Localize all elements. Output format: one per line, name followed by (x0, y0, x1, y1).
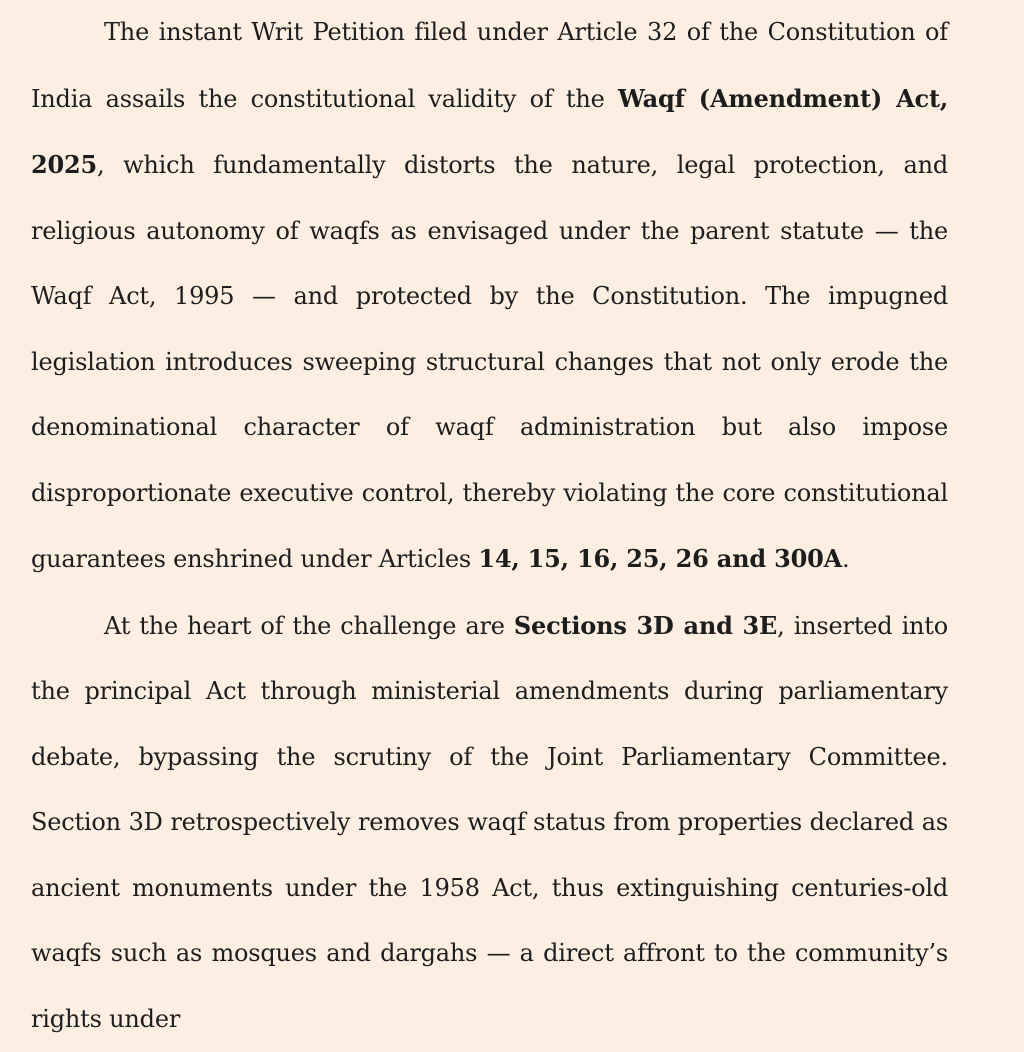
bold-articles-list: 14, 15, 16, 25, 26 and 300A (478, 544, 842, 573)
bold-act-title: Waqf (Amendment) Act, 2025 (31, 84, 948, 180)
paragraph-text: . (842, 545, 849, 573)
paragraph-text: The instant Writ Petition filed under Article 32 of the Constitution of India assails the constitutional validity of the (31, 18, 948, 113)
paragraph-text: At the heart of the challenge are (104, 612, 514, 640)
paragraph-text: , inserted into the principal Act through ministerial amendments during parliamentary debate, bypassing the scrutiny of the Joint Parliamentary Committee. Section 3D retrospectively removes waqf status from properties declared as ancient monuments under the 1958 Act, thus extinguishing centuries-old waqfs such as mosques and dargahs — a direct affront to the community’s rights under (31, 612, 948, 1033)
bold-sections: Sections 3D and 3E (514, 611, 777, 640)
paragraph-writ-petition (31, 0, 948, 593)
paragraph-text: , which fundamentally distorts the nature, legal protection, and religious autonomy of waqfs as envisaged under the parent statute — the Waqf Act, 1995 — and protected by the Constitution. The impugned legislation introduces sweeping structural changes that not only erode the denominational character of waqf administration but also impose disproportionate executive control, thereby violating the core constitutional guarantees enshrined under Articles (31, 151, 948, 573)
paragraph-sections-challenge (31, 593, 948, 1052)
